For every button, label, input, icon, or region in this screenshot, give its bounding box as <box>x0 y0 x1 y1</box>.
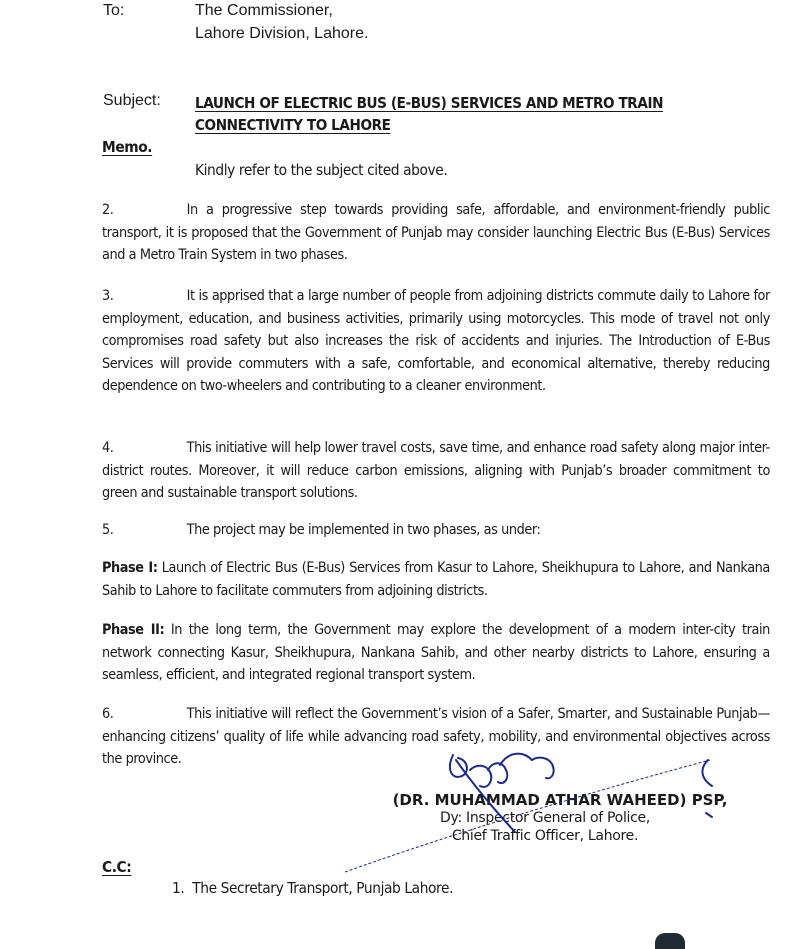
memo-label: Memo. <box>102 138 153 156</box>
phase-text: In the long term, the Government may explore the development of a modern inter-city train network connecting Kasur, Sheikhupura, Nankana Sahib, and other nearby districts to Lahore, ensuring a seamless, efficient, and integrated regional transport system. <box>102 622 770 683</box>
phase-label: Phase II: <box>102 622 165 638</box>
phase-label: Phase I: <box>102 560 158 576</box>
paragraph-number: 3. <box>102 288 114 304</box>
paragraph-text: The project may be implemented in two phases, as under: <box>186 522 541 538</box>
overlay-button-fragment[interactable] <box>655 933 685 949</box>
subject-label: Subject: <box>103 92 161 109</box>
to-label: To: <box>103 2 125 19</box>
signatory-name: (DR. MUHAMMAD ATHAR WAHEED) PSP, <box>392 791 728 809</box>
cc-item-text: The Secretary Transport, Punjab Lahore. <box>192 879 454 897</box>
cc-item-number: 1. <box>172 879 185 897</box>
memo-intro: Kindly refer to the subject cited above. <box>195 161 448 179</box>
paragraph-number: 4. <box>102 440 114 456</box>
addressee-line-1: The Commissioner, <box>195 2 333 19</box>
cc-label: C.C: <box>102 858 132 876</box>
paragraph-text: In a progressive step towards providing safe, affordable, and environment-friendly public transport, it is proposed that the Government of Punjab may consider launching Electric Bus (E-Bus) Services and a Metro Train System in two phases. <box>102 202 770 263</box>
addressee-line-2: Lahore Division, Lahore. <box>195 25 369 42</box>
phase-text: Launch of Electric Bus (E-Bus) Services from Kasur to Lahore, Sheikhupura to Lahore, and Nankana Sahib to Lahore to facilitate commuters from adjoining districts. <box>102 560 770 599</box>
paragraph-number: 6. <box>102 706 114 722</box>
paragraph-text: This initiative will help lower travel costs, save time, and enhance road safety along major inter-district routes. Moreover, it will reduce carbon emissions, aligning with Punjab’s broader commitment to green and sustainable transport solutions. <box>102 440 770 501</box>
paragraph-number: 5. <box>102 522 114 538</box>
subject-line-2: CONNECTIVITY TO LAHORE <box>195 116 391 134</box>
paragraph-number: 2. <box>102 202 114 218</box>
paragraph-text: This initiative will reflect the Government’s vision of a Safer, Smarter, and Sustainable Punjab—enhancing citizens’ quality of life while advancing road safety, mobility, and environmental objectives across the province. <box>102 706 770 767</box>
cc-item-1 <box>172 877 453 900</box>
signatory-title-1: Dy: Inspector General of Police, <box>440 810 650 826</box>
paragraph-text: It is apprised that a large number of people from adjoining districts commute daily to Lahore for employment, education, and business activities, primarily using motorcycles. This mode of travel not only compromises road safety but also increases the risk of accidents and injuries. The Introduction of E-Bus Services will provide commuters with a safe, comfortable, and economical alternative, thereby reducing dependence on two-wheelers and contributing to a cleaner environment. <box>102 288 770 394</box>
signatory-title-2: Chief Traffic Officer, Lahore. <box>451 828 639 844</box>
subject-line-1: LAUNCH OF ELECTRIC BUS (E-BUS) SERVICES AND METRO TRAIN <box>195 94 664 112</box>
